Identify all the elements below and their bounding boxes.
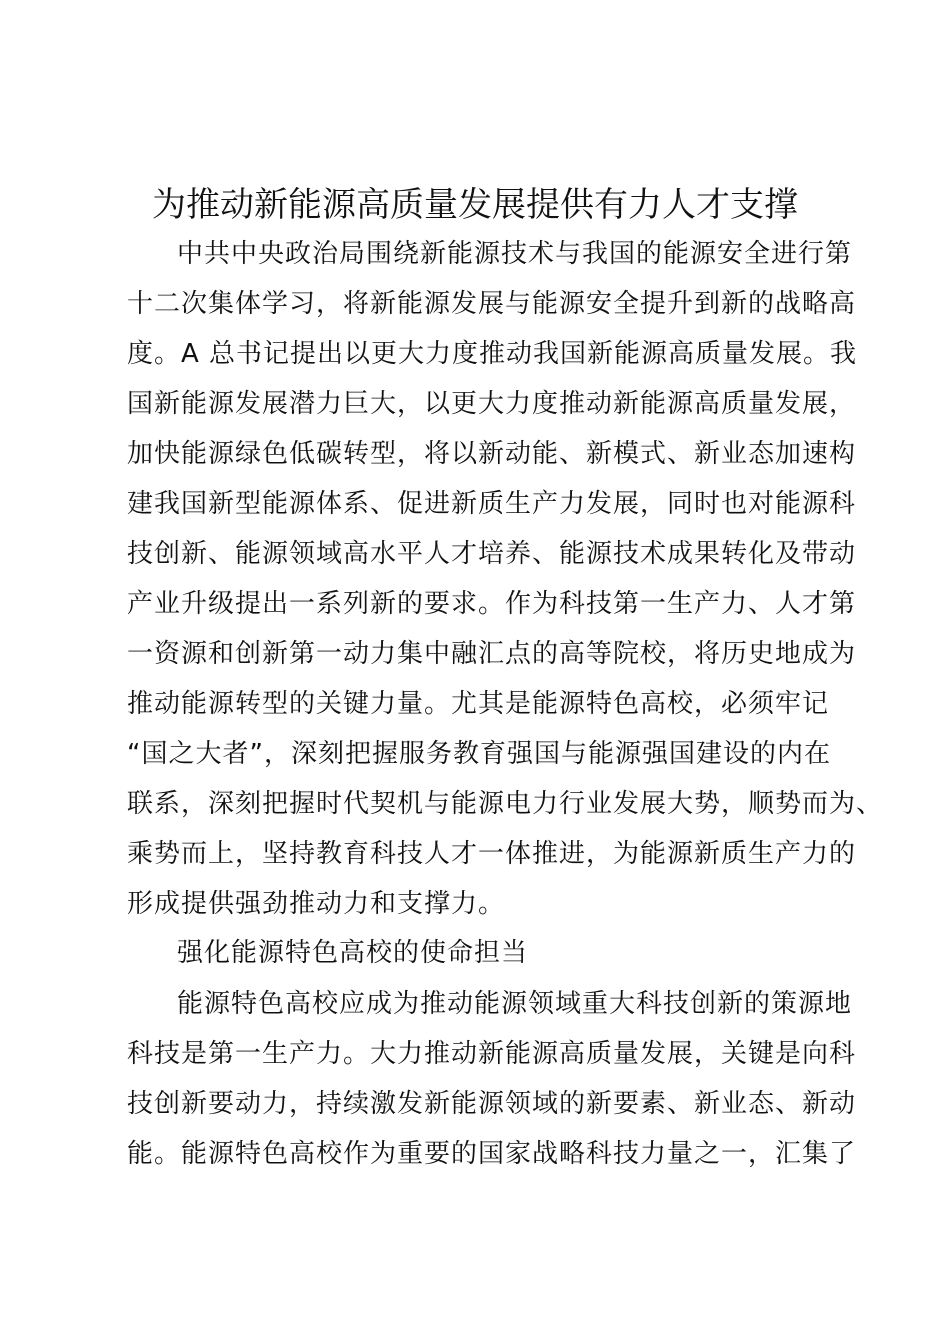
text-line: 十二次集体学习，将新能源发展与能源安全提升到新的战略高 (127, 289, 857, 319)
text-line: 中共中央政治局围绕新能源技术与我国的能源安全进行第 (177, 239, 853, 269)
text-line: 产业升级提出一系列新的要求。作为科技第一生产力、人才第 (127, 589, 857, 619)
text-line: 推动能源转型的关键力量。尤其是能源特色高校，必须牢记 (127, 689, 830, 719)
text-line: 建我国新型能源体系、促进新质生产力发展，同时也对能源科 (127, 489, 857, 519)
text-line: 一资源和创新第一动力集中融汇点的高等院校，将历史地成为 (127, 639, 857, 669)
document-title: 为推动新能源高质量发展提供有力人才支撑 (152, 185, 798, 225)
text-line: 国新能源发展潜力巨大，以更大力度推动新能源高质量发展， (127, 389, 857, 419)
text-line: 联系，深刻把握时代契机与能源电力行业发展大势，顺势而为、 (127, 789, 884, 819)
section-heading: 强化能源特色高校的使命担当 (177, 938, 529, 968)
text-line: “国之大者”，深刻把握服务教育强国与能源强国建设的内在 (127, 739, 831, 769)
paragraph-section (127, 979, 857, 1179)
text-line: 乘势而上，坚持教育科技人才一体推进，为能源新质生产力的 (127, 839, 857, 869)
section-heading-block (127, 928, 847, 978)
paragraph-intro (127, 229, 884, 929)
text-line: 技创新、能源领域高水平人才培养、能源技术成果转化及带动 (127, 539, 857, 569)
text-line: 能。能源特色高校作为重要的国家战略科技力量之一，汇集了 (127, 1139, 857, 1169)
text-line: 科技是第一生产力。大力推动新能源高质量发展，关键是向科 (127, 1039, 857, 1069)
text-line: 度。A 总书记提出以更大力度推动我国新能源高质量发展。我 (127, 339, 858, 369)
text-line: 形成提供强劲推动力和支撑力。 (127, 889, 506, 919)
text-line: 加快能源绿色低碳转型，将以新动能、新模式、新业态加速构 (127, 439, 857, 469)
text-line: 能源特色高校应成为推动能源领域重大科技创新的策源地 (177, 989, 853, 1019)
text-line: 技创新要动力，持续激发新能源领域的新要素、新业态、新动 (127, 1089, 857, 1119)
